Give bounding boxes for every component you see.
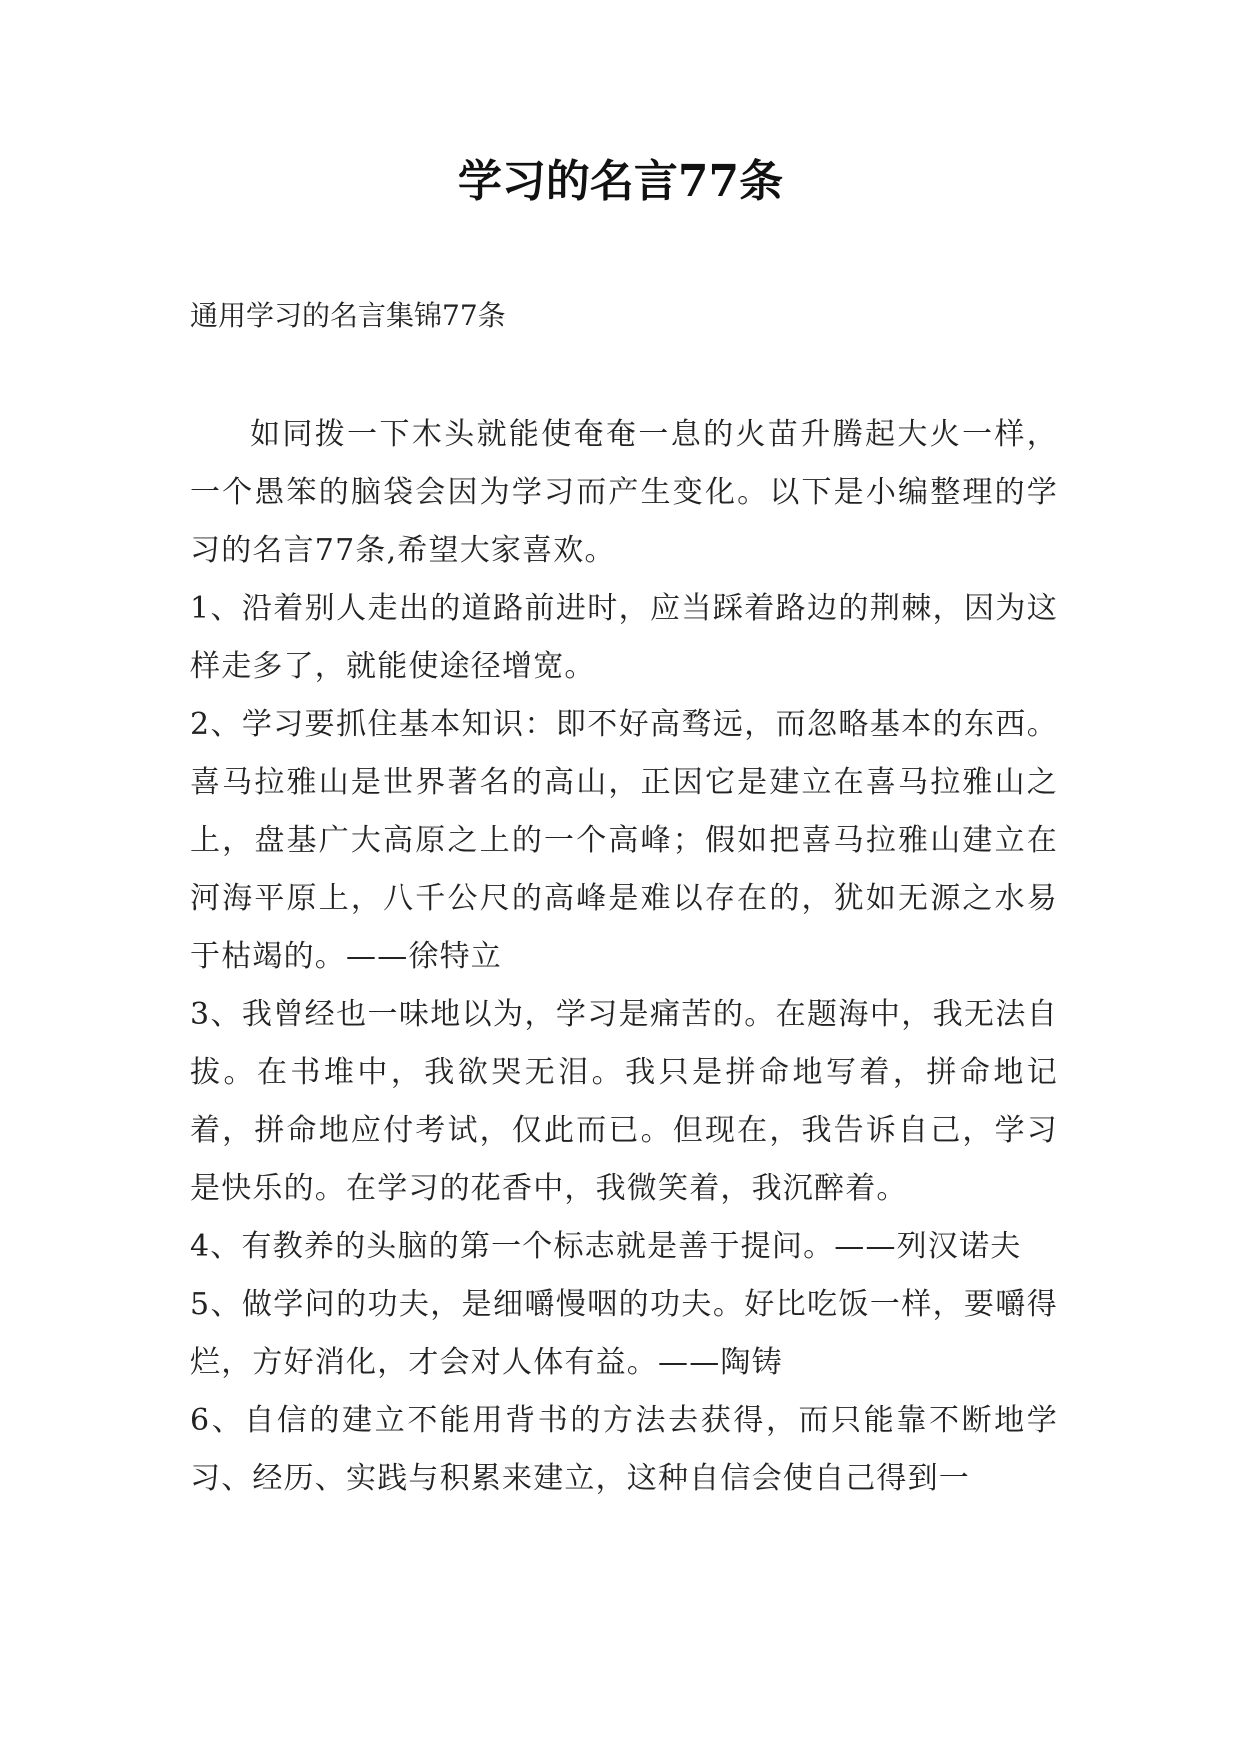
document-subtitle: 通用学习的名言集锦77条 <box>190 299 506 332</box>
quote-item-5: 5、做学问的功夫，是细嚼慢咽的功夫。好比吃饭一样，要嚼得烂，方好消化，才会对人体有益。——陶铸 <box>190 1287 1058 1380</box>
document-title: 学习的名言77条 <box>457 156 784 207</box>
quote-item-4: 4、有教养的头脑的第一个标志就是善于提问。——列汉诺夫 <box>190 1229 1022 1264</box>
quote-item-3: 3、我曾经也一味地以为，学习是痛苦的。在题海中，我无法自拔。在书堆中，我欲哭无泪。我只是拼命地写着，拼命地记着，拼命地应付考试，仅此而已。但现在，我告诉自己，学习是快乐的。在学习的花香中，我微笑着，我沉醉着。 <box>190 997 1058 1206</box>
quote-item-1: 1、沿着别人走出的道路前进时，应当踩着路边的荆棘，因为这样走多了，就能使途径增宽。 <box>190 591 1058 684</box>
quote-item-6: 6、自信的建立不能用背书的方法去获得，而只能靠不断地学习、经历、实践与积累来建立，这种自信会使自己得到一 <box>190 1403 1058 1496</box>
quote-item-2: 2、学习要抓住基本知识：即不好高骛远，而忽略基本的东西。喜马拉雅山是世界著名的高山，正因它是建立在喜马拉雅山之上，盘基广大高原之上的一个高峰；假如把喜马拉雅山建立在河海平原上，八千公尺的高峰是难以存在的，犹如无源之水易于枯竭的。——徐特立 <box>190 707 1058 974</box>
intro-paragraph: 如同拨一下木头就能使奄奄一息的火苗升腾起大火一样，一个愚笨的脑袋会因为学习而产生变化。以下是小编整理的学习的名言77条,希望大家喜欢。 <box>190 417 1058 568</box>
document-body <box>190 406 1058 1508</box>
